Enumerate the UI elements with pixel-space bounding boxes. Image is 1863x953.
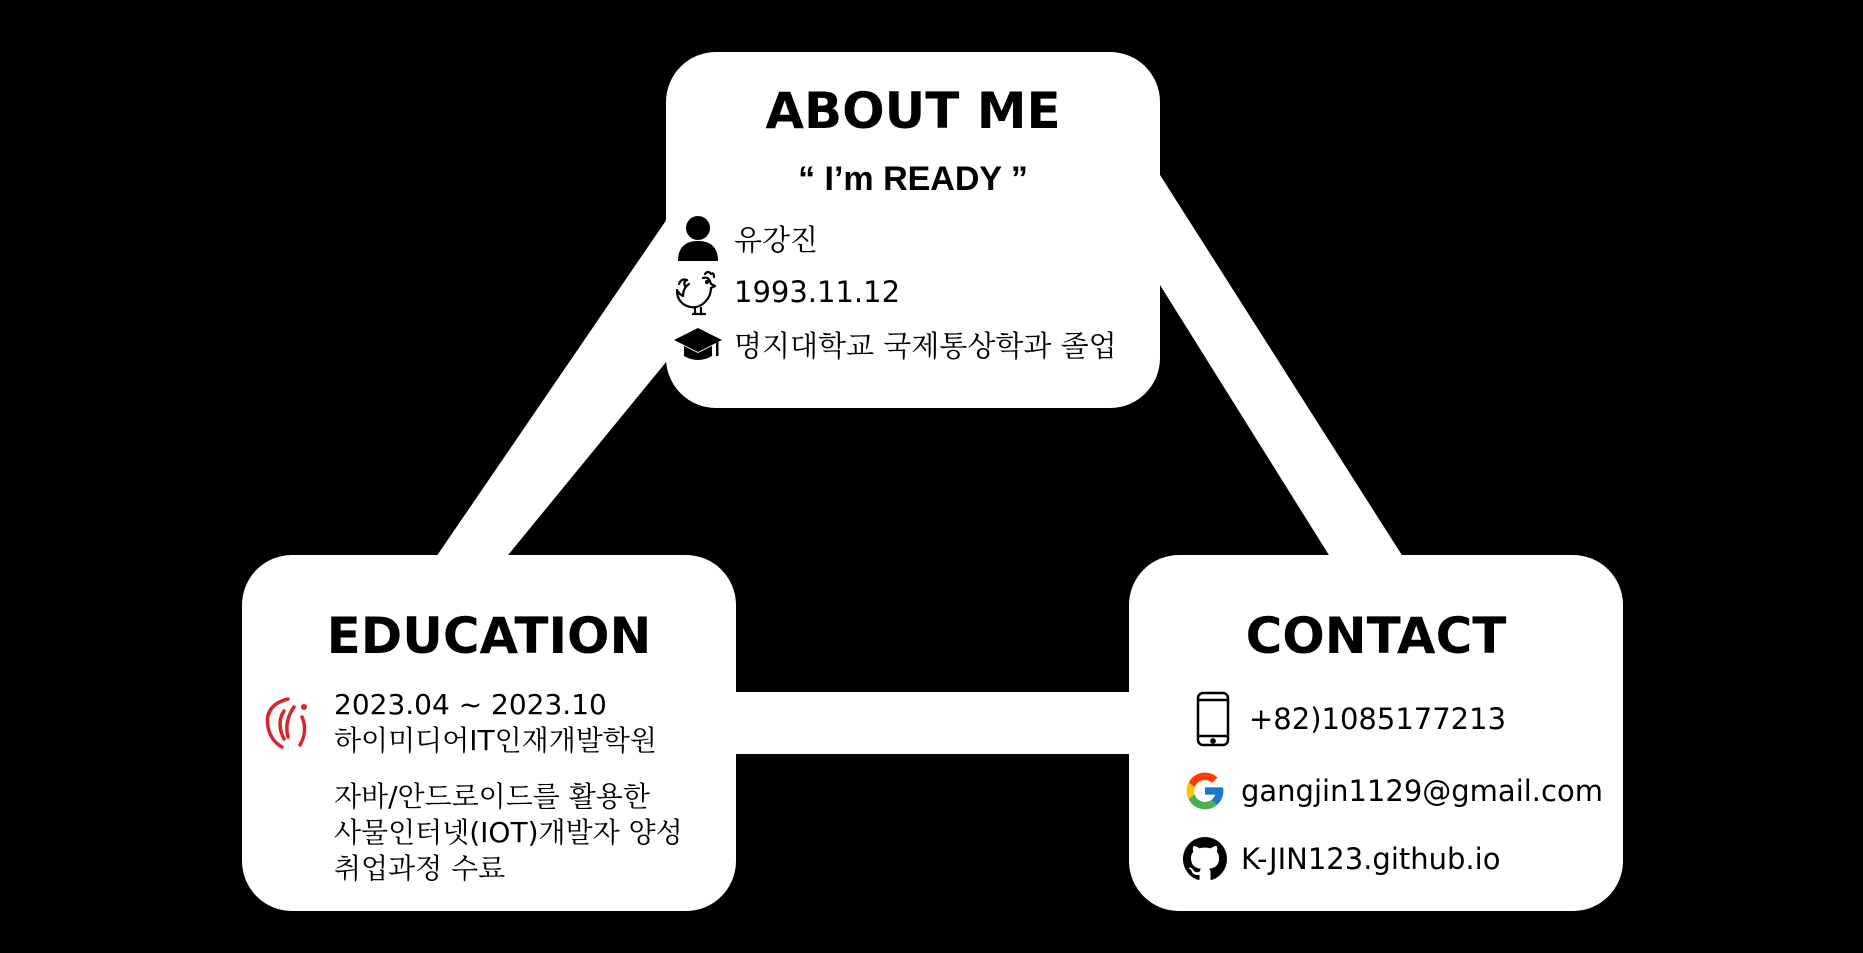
contact-title: CONTACT — [1245, 607, 1507, 665]
about-me-card — [666, 52, 1160, 408]
about-title: ABOUT ME — [765, 82, 1061, 140]
about-school-text: 명지대학교 국제통상학과 졸업 — [734, 328, 1117, 363]
education-title: EDUCATION — [326, 607, 652, 665]
person-icon — [674, 214, 722, 262]
right-connector — [1160, 175, 1405, 560]
rooster-icon — [674, 268, 722, 316]
contact-email-text[interactable]: gangjin1129@gmail.com — [1241, 774, 1603, 808]
about-row-school — [674, 320, 1117, 368]
phone-icon — [1189, 695, 1237, 743]
education-period: 2023.04 ~ 2023.10 — [334, 688, 607, 721]
graduation-cap-icon — [674, 320, 722, 368]
github-icon — [1181, 835, 1229, 883]
education-course-line-3: 취업과정 수료 — [334, 852, 506, 885]
education-card — [242, 555, 736, 911]
contact-phone-text[interactable]: +82)1085177213 — [1249, 702, 1507, 736]
contact-card — [1129, 555, 1623, 911]
contact-github-text[interactable]: K-JIN123.github.io — [1241, 842, 1501, 876]
about-row-name — [674, 214, 818, 262]
google-icon — [1181, 767, 1229, 815]
about-name-text: 유강진 — [734, 222, 819, 257]
bottom-connector — [720, 692, 1150, 754]
about-subtitle: “ I’m READY ” — [798, 160, 1028, 198]
contact-row-phone[interactable] — [1189, 695, 1506, 743]
about-birth-text: 1993.11.12 — [734, 275, 901, 309]
education-institute: 하이미디어IT인재개발학원 — [334, 724, 657, 757]
academy-logo-icon — [262, 695, 318, 751]
about-row-birth — [674, 268, 900, 316]
education-course-line-2: 사물인터넷(IOT)개발자 양성 — [334, 816, 683, 849]
education-course-line-1: 자바/안드로이드를 활용한 — [334, 780, 650, 813]
contact-row-email[interactable] — [1181, 767, 1603, 815]
contact-row-github[interactable] — [1181, 835, 1500, 883]
